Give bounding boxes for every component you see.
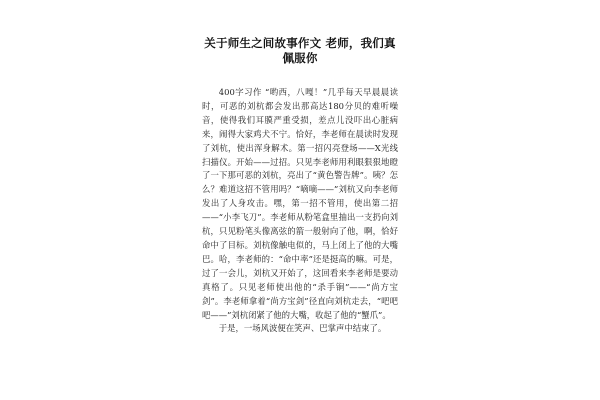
article-paragraph: 400字习作 “哟西，八嘎！”几乎每天早晨晨读时，可恶的刘杭都会发出那高达180分贝的难听噪音，使得我们耳膜严重受损，差点儿没吓出心脏病来，闹得大家鸡犬不宁。恰好，李老师在晨读时发现了刘杭，使出浑身解术。第一招闪亮登场——X光线扫描仪。开始——过招。只见李老师用利眼狠狠地瞪了一下那可恶的刘杭，亮出了“黄色警告牌”。咦？怎么？难道这招不管用吗？“嘀嘀——”刘杭又向李老师发出了人身攻击。嘿，第一招不管用，使出第二招——“小李飞刀”。李老师从粉笔盒里抽出一支扔向刘杭，只见粉笔头像离弦的箭一般射向了他，啊，恰好命中了目标。刘杭像触电似的，马上闭上了他的大嘴巴。哈，李老师的：“命中率”还是挺高的嘛。可是，过了一会儿，刘杭又开始了，这回看来李老师是要动真格了。只见老师使出他的“杀手锏”——“尚方宝剑”。李老师拿着“尚方宝剑”径直向刘杭走去，“吧吧吧——”刘杭闭紧了他的大嘴，收起了他的“蟹爪”。 (202, 87, 398, 320)
article-body (202, 86, 398, 336)
article-paragraph: 于是，一场风波便在笑声、巴掌声中结束了。 (218, 323, 387, 334)
article-title: 关于师生之间故事作文 老师，我们真佩服你 (204, 36, 396, 65)
article (202, 36, 398, 336)
